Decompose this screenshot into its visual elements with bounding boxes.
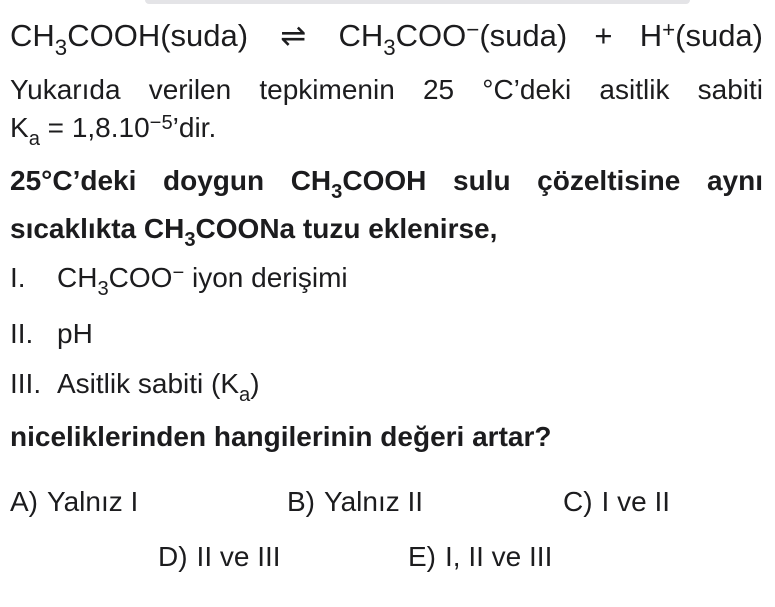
option-a[interactable] bbox=[10, 486, 138, 518]
option-a-label: A) bbox=[10, 486, 38, 517]
premise-bold-line2: sıcaklıkta $CH_3COONa$ tuzu eklenirse, bbox=[10, 213, 498, 252]
intro-text-line1: Yukarıda verilen tepkimenin 25 °C’deki asitlik sabiti bbox=[10, 74, 763, 105]
option-e[interactable] bbox=[408, 541, 552, 573]
cropped-element-edge bbox=[145, 0, 690, 4]
option-d-text: II ve III bbox=[196, 541, 281, 572]
premise-bold-line1: 25°C’deki doygun $CH_3COOH$ sulu çözeltisine aynı bbox=[10, 165, 763, 204]
option-d[interactable] bbox=[158, 541, 281, 573]
option-d-label: D) bbox=[158, 541, 188, 572]
option-c-label: C) bbox=[563, 486, 593, 517]
option-c-text: I ve II bbox=[601, 486, 671, 517]
roman-item-3-text: Asitlik sabiti $(K_a)$ bbox=[57, 368, 260, 407]
chemical-equation: $CH_3COOH(suda)$ ⇌ $CH_3COO^-(suda)$ + H+(suda) bbox=[10, 16, 763, 61]
roman-item-1 bbox=[10, 261, 763, 301]
option-b-label: B) bbox=[287, 486, 315, 517]
roman-numeral-1: I. bbox=[10, 262, 26, 293]
option-b-text: Yalnız II bbox=[324, 486, 424, 517]
option-e-text: I, II ve III bbox=[445, 541, 553, 572]
roman-item-2-text: pH bbox=[57, 318, 93, 349]
option-b[interactable] bbox=[287, 486, 423, 518]
option-a-text: Yalnız I bbox=[47, 486, 139, 517]
acidity-constant-value: $K_a$ = $1,8.10^{-5}’dir$. bbox=[10, 111, 217, 151]
roman-item-2 bbox=[10, 318, 763, 350]
option-c[interactable] bbox=[563, 486, 670, 518]
answer-row-2 bbox=[0, 541, 775, 583]
roman-numeral-2: II. bbox=[10, 318, 34, 349]
answer-row-1 bbox=[0, 486, 775, 528]
option-e-label: E) bbox=[408, 541, 436, 572]
roman-item-3 bbox=[10, 368, 763, 407]
question-stem: niceliklerinden hangilerinin değeri artar? bbox=[10, 421, 552, 452]
roman-item-1-text: $CH_3COO^-$ iyon derişimi bbox=[57, 261, 348, 301]
roman-numeral-3: III. bbox=[10, 368, 42, 399]
